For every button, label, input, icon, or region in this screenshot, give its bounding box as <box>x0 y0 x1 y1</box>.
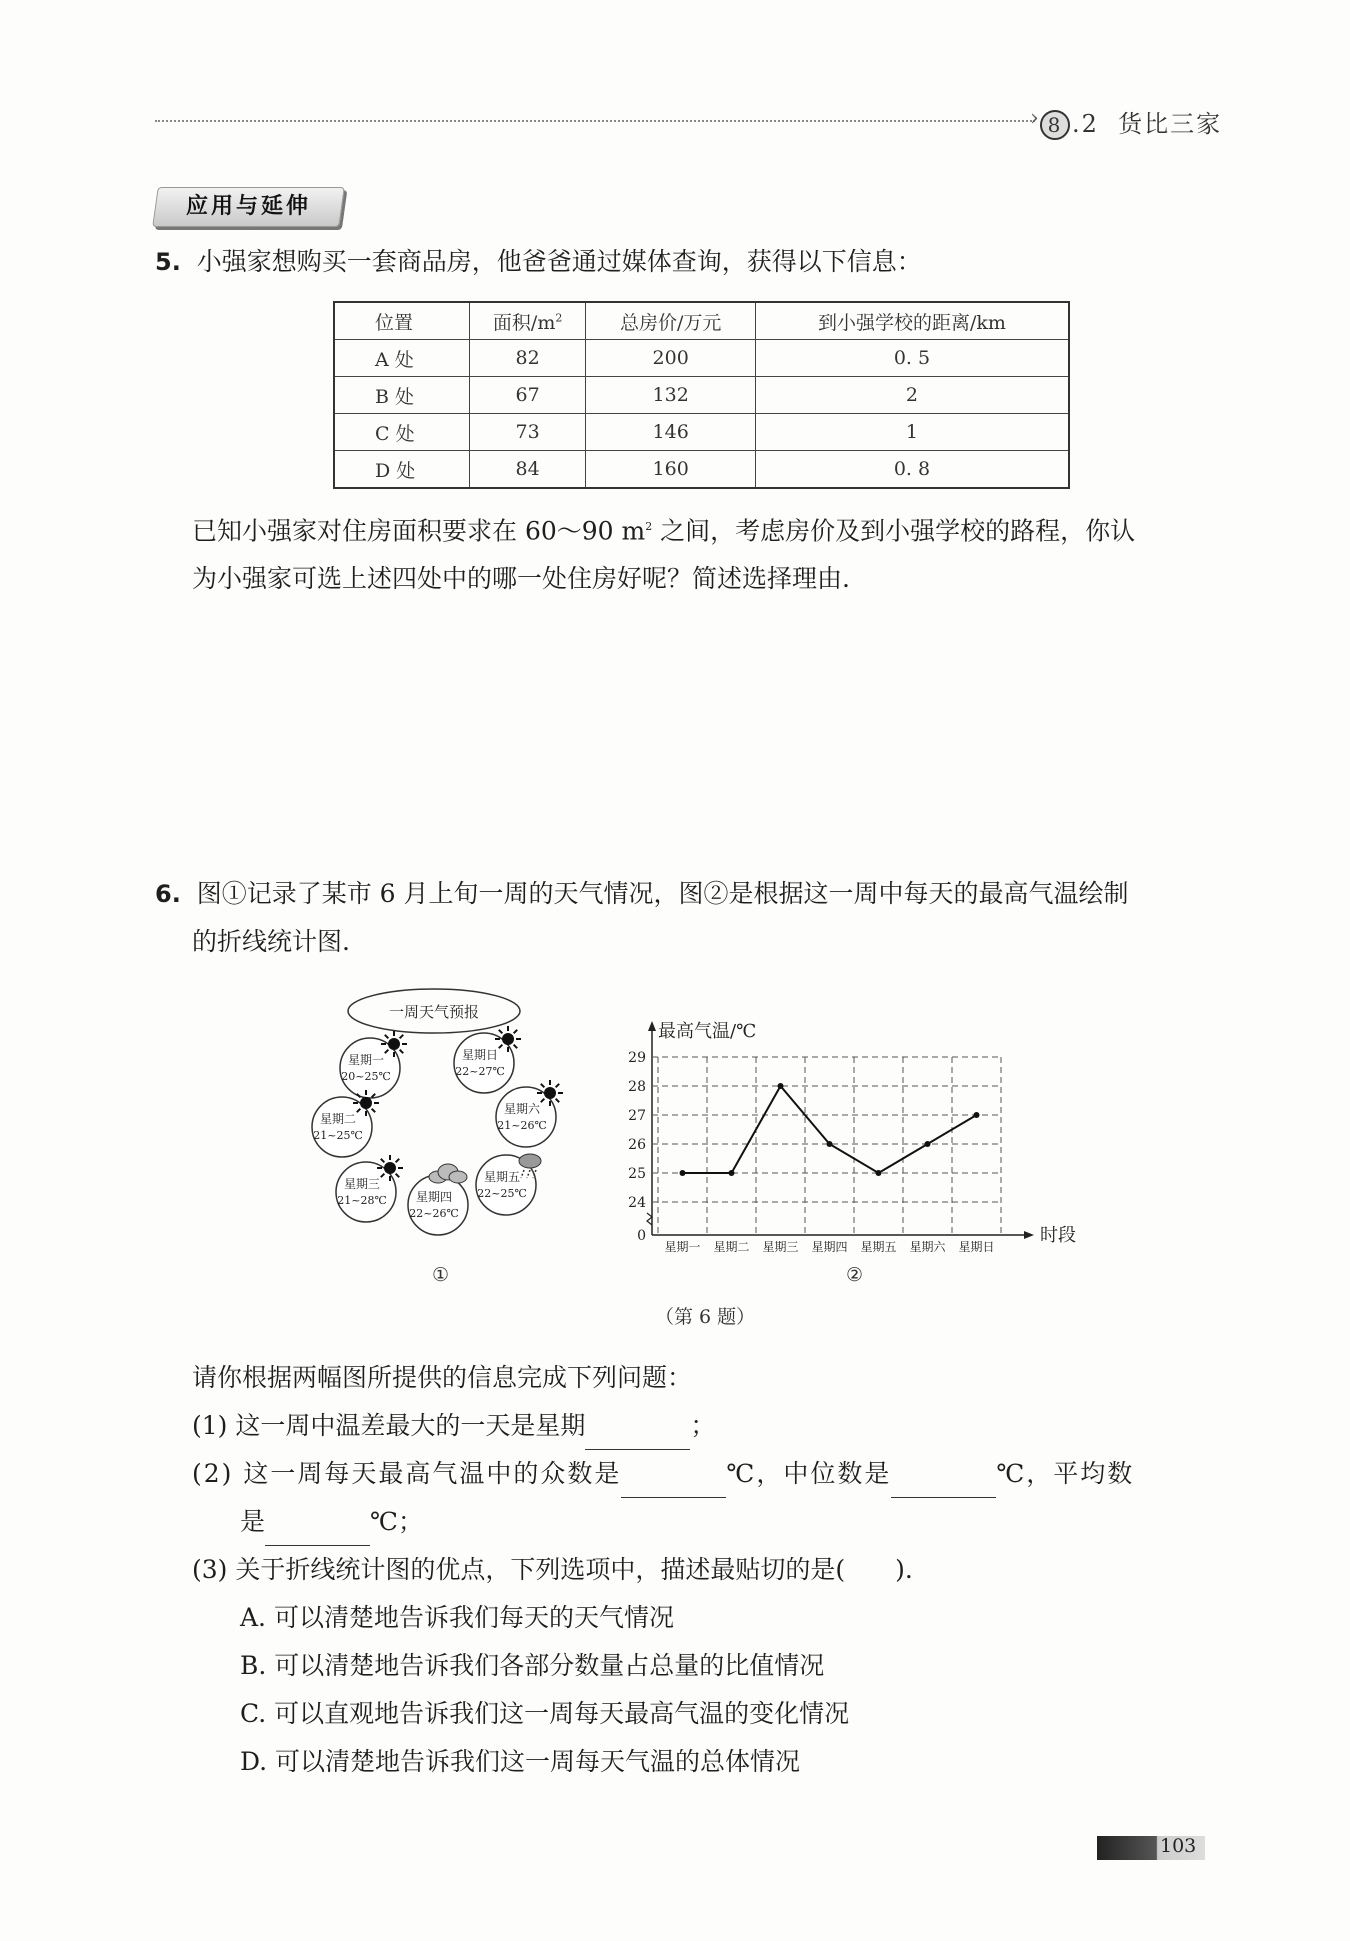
day-forecast <box>340 1031 407 1098</box>
y-tick-label: 27 <box>628 1108 646 1124</box>
day-name: 星期日 <box>461 1048 499 1062</box>
table-cell: 1 <box>755 414 1069 451</box>
part-3: (3) 关于折线统计图的优点，下列选项中，描述最贴切的是( ). <box>192 1555 913 1584</box>
table-cell: 0. 5 <box>755 340 1069 377</box>
cloud-icon <box>429 1164 467 1183</box>
question-number: 6. <box>155 880 181 908</box>
data-point <box>778 1083 784 1089</box>
section-label: 应用与延伸 <box>152 187 345 227</box>
table-header: 面积$/m^2$ <box>469 302 586 340</box>
x-axis-label: 时段 <box>1040 1225 1076 1246</box>
question-6-parts <box>192 1354 1212 1786</box>
temperature-range: 21~25℃ <box>313 1129 363 1142</box>
table-cell: 160 <box>586 451 756 489</box>
sun-icon <box>495 1026 521 1052</box>
figure-1-label: ① <box>432 1264 450 1286</box>
day-forecast <box>454 1026 521 1093</box>
option-b[interactable]: B. 可以清楚地告诉我们各部分数量占总量的比值情况 <box>240 1651 825 1680</box>
table-cell: 200 <box>586 340 756 377</box>
day-name: 星期四 <box>415 1190 453 1204</box>
page-header <box>1040 104 1222 140</box>
page-number: 103 <box>1160 1835 1197 1857</box>
x-tick-label: 星期四 <box>811 1240 848 1254</box>
part-2-cont: 是 ℃； <box>192 1498 1212 1546</box>
day-forecast <box>408 1164 468 1235</box>
table-cell: 67 <box>469 377 586 414</box>
arrow-icon: › <box>1030 106 1039 131</box>
day-name: 星期六 <box>503 1102 541 1116</box>
y-axis-label: 最高气温/℃ <box>658 1021 757 1042</box>
day-name: 星期一 <box>347 1053 385 1067</box>
table-cell: 0. 8 <box>755 451 1069 489</box>
option-a[interactable]: A. 可以清楚地告诉我们每天的天气情况 <box>240 1603 674 1632</box>
question-5-text: 已知小强家对住房面积要求在 60～90 $m^2$ 之间，考虑房价及到小强学校的路程，你认 为小强家可选上述四处中的哪一处住房好呢？简述选择理由. <box>192 516 1136 594</box>
temperature-range: 21~28℃ <box>337 1194 387 1207</box>
x-tick-label: 星期二 <box>713 1240 750 1254</box>
sun-icon <box>537 1080 563 1106</box>
table-cell: 132 <box>586 377 756 414</box>
data-point <box>729 1170 735 1176</box>
temperature-range: 22~26℃ <box>409 1207 459 1220</box>
temperature-line-chart <box>620 1015 1100 1265</box>
y-tick-label: 24 <box>628 1195 646 1211</box>
answer-blank[interactable] <box>891 1471 996 1498</box>
table-row <box>334 414 1069 451</box>
data-point <box>680 1170 686 1176</box>
data-point <box>827 1141 833 1147</box>
table-row <box>334 340 1069 377</box>
data-point <box>974 1112 980 1118</box>
x-tick-label: 星期日 <box>958 1240 995 1254</box>
section-title: 货比三家 <box>1118 110 1223 138</box>
chapter-number: 8 <box>1040 110 1070 140</box>
temperature-range: 20~25℃ <box>341 1070 391 1083</box>
table-cell: 2 <box>755 377 1069 414</box>
table-cell: A 处 <box>334 340 469 377</box>
sun-icon <box>377 1155 403 1181</box>
option-c[interactable]: C. 可以直观地告诉我们这一周每天最高气温的变化情况 <box>240 1699 850 1728</box>
table-cell: C 处 <box>334 414 469 451</box>
day-name: 星期二 <box>319 1112 357 1126</box>
y-tick-label: 25 <box>628 1166 646 1182</box>
x-tick-label: 星期六 <box>909 1240 946 1254</box>
x-tick-label: 星期五 <box>860 1240 897 1254</box>
table-header: 位置 <box>334 302 469 340</box>
question-6-intro: 6. 图①记录了某市 6 月上旬一周的天气情况，图②是根据这一周中每天的最高气温绘制 的折线统计图. <box>155 879 1129 956</box>
series-line <box>683 1086 977 1173</box>
question-number: 5. <box>155 248 181 276</box>
table-header: 总房价/万元 <box>586 302 756 340</box>
day-forecast <box>336 1155 403 1222</box>
table-row <box>334 451 1069 489</box>
y-tick-label: 29 <box>628 1050 646 1066</box>
y-tick-label: 28 <box>628 1079 646 1095</box>
x-tick-label: 星期一 <box>664 1240 701 1254</box>
figure-caption: （第 6 题） <box>655 1306 756 1328</box>
temperature-range: 22~27℃ <box>455 1065 505 1078</box>
table-cell: B 处 <box>334 377 469 414</box>
sun-icon <box>353 1090 379 1116</box>
y-tick-label: 26 <box>628 1137 646 1153</box>
answer-blank[interactable] <box>265 1519 370 1546</box>
day-name: 星期三 <box>343 1177 381 1191</box>
table-cell: D 处 <box>334 451 469 489</box>
table-cell: 84 <box>469 451 586 489</box>
part-2: (2) 这一周每天最高气温中的众数是 ℃，中位数是 ℃，平均数 <box>192 1450 1212 1498</box>
table-cell: 82 <box>469 340 586 377</box>
section-number: .2 <box>1072 110 1099 138</box>
table-cell: 146 <box>586 414 756 451</box>
weather-forecast-figure <box>300 985 600 1285</box>
part-1: (1) 这一周中温差最大的一天是星期 ； <box>192 1402 1212 1450</box>
table-header: 到小强学校的距离/km <box>755 302 1069 340</box>
y-tick-label: 0 <box>637 1228 646 1244</box>
option-d[interactable]: D. 可以清楚地告诉我们这一周每天气温的总体情况 <box>240 1747 801 1776</box>
day-forecast <box>312 1090 379 1157</box>
figure-2-label: ② <box>846 1264 864 1286</box>
question-5-intro: 5. 小强家想购买一套商品房，他爸爸通过媒体查询，获得以下信息： <box>155 247 922 276</box>
day-name: 星期五 <box>483 1170 521 1184</box>
day-forecast <box>496 1080 563 1147</box>
x-axis-arrow <box>1024 1231 1034 1239</box>
sun-icon <box>381 1031 407 1057</box>
forecast-title: 一周天气预报 <box>388 1003 480 1021</box>
answer-blank[interactable] <box>621 1471 726 1498</box>
table-header-row <box>334 302 1069 340</box>
data-point <box>876 1170 882 1176</box>
temperature-range: 22~25℃ <box>477 1187 527 1200</box>
y-axis-arrow <box>648 1021 656 1031</box>
x-tick-label: 星期三 <box>762 1240 799 1254</box>
table-row <box>334 377 1069 414</box>
table-cell: 73 <box>469 414 586 451</box>
housing-table <box>333 301 1070 489</box>
answer-blank[interactable] <box>585 1423 690 1450</box>
ask-text: 请你根据两幅图所提供的信息完成下列问题： <box>192 1363 693 1392</box>
day-forecast <box>476 1154 541 1215</box>
header-divider <box>155 120 1035 122</box>
temperature-range: 21~26℃ <box>497 1119 547 1132</box>
data-point <box>925 1141 931 1147</box>
